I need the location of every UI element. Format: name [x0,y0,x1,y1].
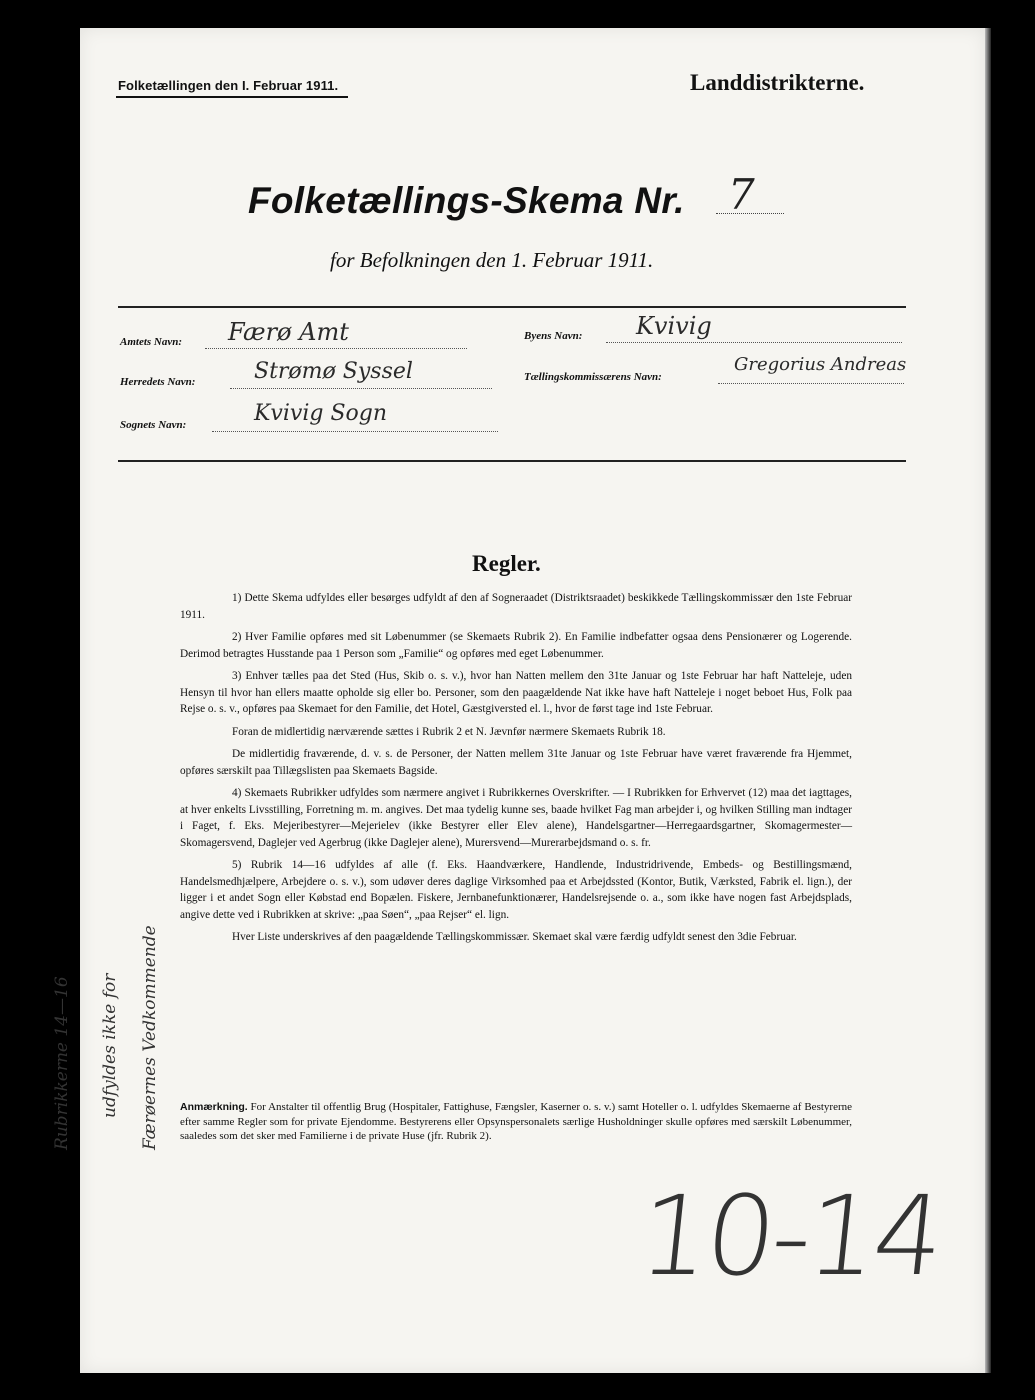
sogn-value: Kvivig Sogn [254,401,388,426]
rules-title: Regler. [472,551,541,576]
rule-5-signature: Hver Liste underskrives af den paagældende Tællingskommissær. Skemaet skal være færdig udfyldt senest den 3die Februar. [232,931,797,943]
note-lead: Anmærkning. [180,1101,248,1113]
form-number: 7 [728,170,755,219]
rule-2: 2) Hver Familie opføres med sit Løbenummer (se Skemaets Rubrik 2). En Familie indbefatter ogsaa dens Pensionærer og Logerende. Derimod betragtes Husstande paa 1 Person som „Familie“ og opføres med eget Løbenummer. [180,631,852,660]
kommissaer-dotline [718,382,904,384]
rule-3-foran: Foran de midlertidig nærværende sættes i Rubrik 2 et N. Jævnfør nærmere Skemaets Rubrik 18. [232,725,666,738]
header-underline [116,96,348,98]
byen-dotline [606,341,902,343]
form-subtitle: for Befolkningen den 1. Februar 1911. [330,248,654,272]
side-note-line-3: Færøernes Vedkommende [140,925,160,1150]
form-title: Folketællings-Skema Nr. [248,180,685,221]
byen-label: Byens Navn: [524,330,583,342]
rule-4: 4) Skemaets Rubrikker udfyldes som nærmere angivet i Rubrikkernes Overskrifter. — I Rubrikken for Erhvervet (12) maa det iagttages, at hver enkelts Livsstilling, Forretning m. m. angives. Det maa tydelig kunne ses, baade hvilket Fag man arbejder i, og hvilken Stilling man indtager i Faget, f. Eks. Mejeribestyrer—Mejerielev (ikke Bestyrer eller Elev alene), Handelsgartner—Herregaardsgartner, Skomagermester—Skomagersvend, Daglejer ved Agerbrug (ikke Daglejer alene), Murersvend—Murerarbejdsmand o. s. fr. [180,787,852,849]
herred-label: Herredets Navn: [120,376,196,388]
side-note-line-2: udfyldes ikke for [100,973,120,1118]
herred-dotline [230,387,492,389]
herred-value: Strømø Syssel [254,359,413,384]
amt-value: Færø Amt [228,318,349,346]
rule-3-fravaerende: De midlertidig fraværende, d. v. s. de Personer, der Natten mellem 31te Januar og 1ste Februar have været fraværende fra Hjemmet, opføres særskilt paa Tillægslisten paa Skemaets Bagside. [180,748,852,777]
note-block [180,1100,852,1144]
header-district-type: Landdistrikterne. [690,70,865,95]
rule-1: 1) Dette Skema udfyldes eller besørges udfyldt af den af Sogneraadet (Distriktsraadet) beskikkede Tællingskommissær den 1ste Februar 1911. [180,592,852,621]
header-census-date: Folketællingen den I. Februar 1911. [118,78,339,93]
sogn-dotline [212,430,498,432]
kommissaer-label: Tællingskommissærens Navn: [524,371,662,383]
amt-dotline [205,347,467,349]
sogn-label: Sognets Navn: [120,419,187,431]
rule-5: 5) Rubrik 14—16 udfyldes af alle (f. Eks. Haandværkere, Handlende, Industridrivende, Embeds- og Bestillingsmænd, Handelsmedhjælpere, Arbejdere o. s. v.), som udøver deres daglige Virksomhed paa et Arbejdssted (Kontor, Butik, Værksted, Fabrik el. lign.), der ligger i et andet Sogn eller Købstad end Bopælen. Fiskere, Jernbanefunktionærer, Handelsrejsende o. a., som ikke have nogen fast Arbejdsplads, angive dette ved i Rubrikken at skrive: „paa Søen“, „paa Rejser“ el. lign. [180,859,852,921]
side-note-line-1: Rubrikkerne 14—16 [52,976,72,1150]
kommissaer-value: Gregorius Andreas [734,354,907,375]
form-number-dotline [716,212,784,214]
rule-3: 3) Enhver tælles paa det Sted (Hus, Skib o. s. v.), hvor han Natten mellem den 31te Januar og 1ste Februar har haft Natteleje, uden Hensyn til hvor han ellers maatte opholde sig eller bo. Personer, som den paagældende Nat ikke have haft Natteleje i noget beboet Hus, Folk paa Rejse o. s. v., opføres paa Skemaet for den Familie, det Hotel, Gæstgiversted el. l., hvor de først tage ind 1ste Februar. [180,670,852,715]
byen-value: Kvivig [636,312,712,340]
note-text: For Anstalter til offentlig Brug (Hospitaler, Fattighuse, Fængsler, Kaserner o. s. v.) samt Hoteller o. l. udfyldes Skemaerne af Bestyrerne efter samme Regler som for private Ejendomme. Bestyrerens eller Opsynspersonalets særlige Husholdninger skulle opføres med særskilt Løbenummer, saaledes som det sker med Familierne i de private Huse (jfr. Rubrik 2). [180,1101,852,1142]
top-rule [118,306,906,308]
handwritten-page-number: 10-14 [633,1172,947,1300]
fields-bottom-rule [118,460,906,462]
rules-body [180,590,852,952]
page-edge [985,28,991,1373]
amt-label: Amtets Navn: [120,336,183,348]
